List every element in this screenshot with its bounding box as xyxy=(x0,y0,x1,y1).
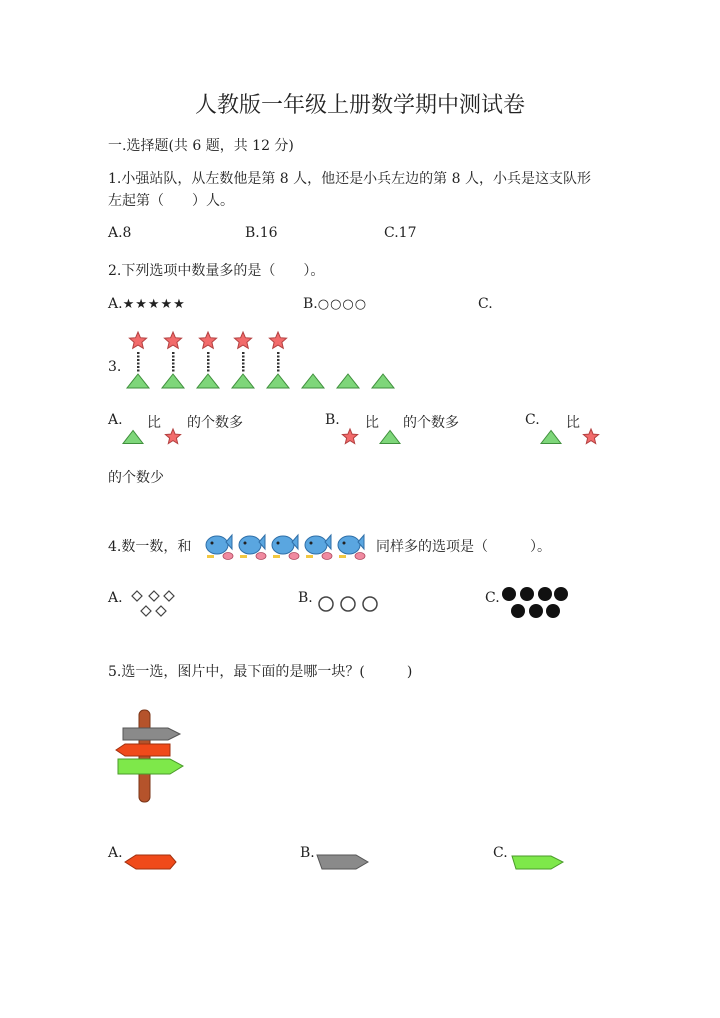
q4-suffix: 同样多的选项是（ ）。 xyxy=(376,539,551,555)
q4-option-c-label[interactable]: C. xyxy=(485,590,500,606)
q3-option-c-text: 的个数少 xyxy=(108,470,164,486)
q2-text: 2.下列选项中数量多的是（ ）。 xyxy=(108,263,325,279)
q3-option-c-bi: 比 xyxy=(566,415,580,431)
q3-option-a-text: 的个数多 xyxy=(187,415,243,431)
q3-option-b-text: 的个数多 xyxy=(403,415,459,431)
q3-number: 3. xyxy=(108,359,122,375)
q5-option-a-label[interactable]: A. xyxy=(108,845,123,861)
q1-option-c[interactable]: C.17 xyxy=(384,225,417,241)
red-board-option xyxy=(125,855,176,869)
q5-option-b-label[interactable]: B. xyxy=(300,845,315,861)
q2-option-b-label: B. xyxy=(303,296,318,312)
q5-option-c-label[interactable]: C. xyxy=(493,845,508,861)
q2-option-a-label: A. xyxy=(108,296,123,312)
page-title: 人教版一年级上册数学期中测试卷 xyxy=(194,93,525,118)
q3-option-a-label[interactable]: A. xyxy=(108,412,123,428)
green-board-option xyxy=(512,856,563,869)
q1-line2: 左起第（ ）人。 xyxy=(108,193,234,209)
q1-option-b[interactable]: B.16 xyxy=(245,225,278,241)
q4-option-a-label[interactable]: A. xyxy=(108,590,123,606)
circle-icon-row: ○○○○ xyxy=(317,297,368,312)
q3-option-b-bi: 比 xyxy=(365,415,379,431)
q4-option-b-label[interactable]: B. xyxy=(298,590,313,606)
q1-line1: 1.小强站队，从左数他是第 8 人，他还是小兵左边的第 8 人，小兵是这支队形 xyxy=(108,171,591,187)
q2-option-c[interactable]: C. xyxy=(478,296,493,312)
star-icon-row: ★★★★★ xyxy=(122,297,186,312)
q1-option-a[interactable]: A.8 xyxy=(108,225,132,241)
q5-text: 5.选一选，图片中，最下面的是哪一块？( ) xyxy=(108,664,413,680)
q4-prefix: 4.数一数，和 xyxy=(108,539,192,555)
q3-option-b-label[interactable]: B. xyxy=(325,412,340,428)
gray-board-option xyxy=(317,855,368,869)
section-heading: 一.选择题(共 6 题，共 12 分) xyxy=(108,138,294,154)
q3-option-c-label[interactable]: C. xyxy=(525,412,540,428)
q3-option-a-bi: 比 xyxy=(147,415,161,431)
